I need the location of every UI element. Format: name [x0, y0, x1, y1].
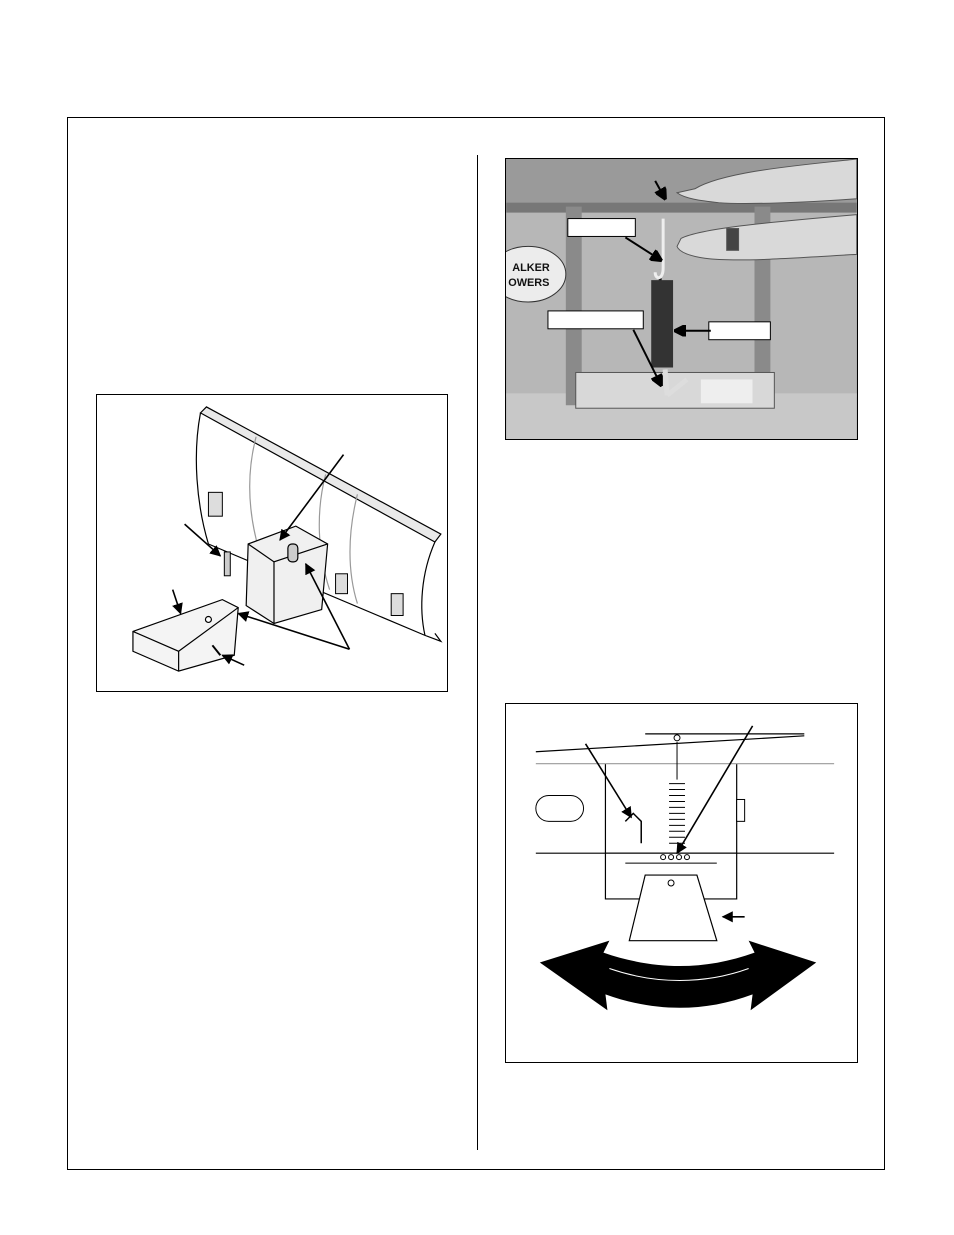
blade-assembly-figure: [96, 394, 448, 692]
spring-diagram: [506, 704, 857, 1062]
logo-oval: [536, 795, 584, 821]
logo-text-line2: OWERS: [508, 277, 550, 290]
logo-text-line1: ALKER: [512, 262, 550, 275]
spring-photo-figure: [505, 158, 858, 440]
column-divider: [477, 155, 478, 1150]
lever: [625, 813, 641, 843]
label-box-spring: [709, 322, 771, 340]
lever-arrow: [586, 744, 632, 818]
adjust-holes-arrow: [677, 726, 753, 853]
side-bracket: [737, 799, 745, 821]
swing-arrow: [540, 941, 816, 1011]
spring-photo: [506, 159, 857, 439]
hitch-plate: [133, 600, 238, 672]
hitch-plate-arrow: [173, 590, 181, 614]
spring: [651, 278, 673, 367]
pin-arrow: [185, 524, 221, 556]
blade-frame: [536, 734, 834, 853]
label-box-anchor: [548, 311, 643, 329]
blade-assembly-drawing: [97, 395, 447, 691]
clip-arrow: [222, 655, 244, 665]
pin: [224, 552, 230, 576]
label-box-hook: [568, 219, 636, 237]
pivot-hole-arrow-left: [238, 614, 349, 650]
mount-box: [246, 526, 327, 623]
spring-diagram-figure: [505, 703, 858, 1063]
spring: [669, 742, 685, 843]
